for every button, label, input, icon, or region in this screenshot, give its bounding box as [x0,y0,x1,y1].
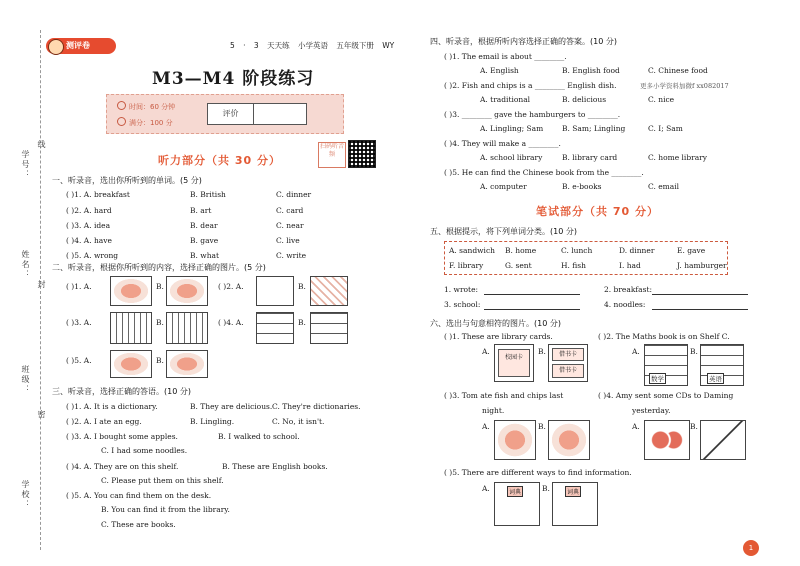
s6-b-label: B. [538,347,546,356]
s4-q4-c: C. home library [648,153,707,162]
card-text: 校园卡 [498,349,530,377]
s4-q3: ( )3. ________ gave the hamburgers to ________. [444,110,621,119]
category-1-input[interactable] [484,285,580,295]
s2-q3: ( )3. A. [66,318,92,327]
s1-option-b: B. gave [190,236,219,245]
s1-option-b: B. dear [190,221,218,230]
picture-option[interactable] [166,350,208,378]
s3-q4-b: B. These are English books. [222,462,328,471]
s3-q4: ( )4. A. They are on this shelf. [66,462,179,471]
category-1-label: 1. wrote: [444,285,479,294]
s6-b-label: B. [690,422,698,431]
word-item: F. library [449,261,484,270]
time-text: 时间：60 分钟 [129,103,176,111]
section-4-title: 四、听录音，根据所听内容选择正确的答案。(10 分) [430,37,617,46]
audio-stamp [318,142,346,168]
school-label: 学校： [21,480,30,510]
s1-option-a: ( )5. A. wrong [66,251,119,260]
s1-option-a: ( )2. A. hard [66,206,112,215]
writing-part-title: 笔试部分（共 70 分） [536,205,659,218]
s1-option-b: B. British [190,190,226,199]
category-2-label: 2. breakfast: [604,285,653,294]
page-title: M3—M4 阶段练习 [152,69,315,89]
s3-q2: ( )2. A. I ate an egg. [66,417,142,426]
s3-q1-b: B. They are delicious. [190,402,273,411]
s6-q4-cont: yesterday. [632,406,671,415]
s1-option-a: ( )3. A. idea [66,221,111,230]
mascot-icon [48,39,64,55]
s2-q2: ( )2. A. [218,282,244,291]
section-3-title: 三、听录音，选择正确的答语。(10 分) [52,387,191,396]
s6-b-label: B. [690,347,698,356]
s4-q5: ( )5. He can find the Chinese book from the ________. [444,168,644,177]
s1-option-c: C. dinner [276,190,312,199]
s3-q3-b: B. I walked to school. [218,432,300,441]
picture-option[interactable] [256,276,294,306]
s4-q2-a: A. traditional [480,95,531,104]
grade-label: 评价 [208,104,254,124]
s6-a-label: A. [482,484,490,493]
stamp-text: 扫码听音频 [319,143,344,158]
s3-q2-b: B. Lingling. [190,417,235,426]
s4-q3-a: A. Lingling; Sam [480,124,544,133]
brand-label: 测评卷 [66,41,90,50]
student-no-label: 学号： [21,150,30,180]
s1-option-c: C. card [276,206,304,215]
clock-icon [117,101,126,110]
s2-b-label: B. [298,282,306,291]
s4-q4-b: B. library card [562,153,618,162]
seal-text: 线 [37,140,46,150]
s2-b-label: B. [156,282,164,291]
picture-option[interactable] [494,344,534,382]
picture-option[interactable] [110,276,152,306]
brand-badge [46,38,116,54]
word-item: G. sent [505,261,532,270]
s2-q1: ( )1. A. [66,282,92,291]
s2-b-label: B. [298,318,306,327]
s4-q2: ( )2. Fish and chips is a ________ English dish. [444,81,617,90]
s6-q5: ( )5. There are different ways to find information. [444,468,632,477]
name-label: 姓名： [21,250,30,280]
grade-box[interactable] [207,103,307,125]
sign-label: 词典 [507,486,523,497]
card-text: 借书卡 [552,364,584,378]
s3-q3-c: C. I had some noodles. [101,446,188,455]
class-label: 班级： [21,365,30,395]
s6-a-label: A. [632,422,640,431]
s6-q1: ( )1. These are library cards. [444,332,553,341]
s4-q1-a: A. English [480,66,519,75]
s1-option-a: ( )4. A. have [66,236,112,245]
s4-q3-b: B. Sam; Lingling [562,124,626,133]
s4-q1-c: C. Chinese food [648,66,708,75]
s3-q5: ( )5. A. You can find them on the desk. [66,491,212,500]
s4-q5-a: A. computer [480,182,527,191]
s3-q5-c: C. These are books. [101,520,176,529]
picture-option[interactable] [548,420,590,460]
s6-q3: ( )3. Tom ate fish and chips last [444,391,564,400]
section-1-title: 一、听录音，选出你所听到的单词。(5 分) [52,176,202,185]
s3-q1: ( )1. A. It is a dictionary. [66,402,158,411]
s4-q3-c: C. I; Sam [648,124,683,133]
word-item: D. dinner [619,246,655,255]
s3-q3: ( )3. A. I bought some apples. [66,432,178,441]
word-item: J. hamburger [677,261,727,270]
section-5-title: 五、根据提示，将下列单词分类。(10 分) [430,227,577,236]
category-3-label: 3. school: [444,300,481,309]
page-number: 1 [743,540,759,556]
s2-b-label: B. [156,356,164,365]
s3-q5-b: B. You can find it from the library. [101,505,230,514]
time-row [117,101,175,112]
s1-option-c: C. near [276,221,304,230]
word-item: A. sandwich [449,246,495,255]
seal-text: 封 [37,280,46,290]
s4-q1: ( )1. The email is about ________. [444,52,567,61]
category-4-input[interactable] [652,300,748,310]
s3-q2-c: C. No, it isn't. [272,417,325,426]
s4-q5-c: C. email [648,182,680,191]
picture-option[interactable] [110,350,152,378]
picture-option[interactable] [548,344,588,382]
s4-q4-a: A. school library [480,153,543,162]
shelf-label: 数学 [651,375,664,383]
s3-q1-c: C. They're dictionaries. [272,402,361,411]
s1-option-a: ( )1. A. breakfast [66,190,130,199]
s2-q4: ( )4. A. [218,318,244,327]
word-item: E. gave [677,246,706,255]
s1-option-c: C. live [276,236,300,245]
s1-option-c: C. write [276,251,307,260]
s1-option-b: B. what [190,251,220,260]
s4-q1-b: B. English food [562,66,620,75]
card-text: 借书卡 [552,348,584,361]
s4-q4: ( )4. They will make a ________. [444,139,561,148]
section-6-title: 六、选出与句意相符的图片。(10 分) [430,319,561,328]
word-item: H. fish [561,261,586,270]
category-4-label: 4. noodles: [604,300,646,309]
s6-q2: ( )2. The Maths book is on Shelf C. [598,332,730,341]
s6-q4: ( )4. Amy sent some CDs to Daming [598,391,734,400]
picture-option[interactable] [700,344,744,386]
category-3-input[interactable] [484,300,580,310]
word-item: B. home [505,246,537,255]
binding-line [40,30,41,550]
exam-info-box [106,94,344,134]
s6-b-label: B. [538,422,546,431]
s4-q5-b: B. e-books [562,182,602,191]
s2-b-label: B. [156,318,164,327]
series-info: 5 · 3 天天练 小学英语 五年级下册 WY [230,41,395,50]
s6-b-label: B. [542,484,550,493]
picture-option[interactable] [552,482,598,526]
category-2-input[interactable] [652,285,748,295]
picture-option[interactable] [166,312,208,344]
picture-option[interactable] [494,420,536,460]
listening-part-title: 听力部分（共 30 分） [158,154,281,167]
picture-option[interactable] [700,420,746,460]
picture-option[interactable] [494,482,540,526]
s4-q2-b: B. delicious [562,95,607,104]
sign-label: 词典 [565,486,581,497]
picture-option[interactable] [110,312,152,344]
picture-option[interactable] [310,276,348,306]
s3-q4-c: C. Please put them on this shelf. [101,476,224,485]
s4-q2-c: C. nice [648,95,675,104]
picture-option[interactable] [166,276,208,306]
word-bank [444,241,728,275]
seal-text: 密 [37,410,46,420]
picture-option[interactable] [644,420,690,460]
picture-option[interactable] [644,344,688,386]
word-item: C. lunch [561,246,593,255]
s6-a-label: A. [482,347,490,356]
s6-q3-cont: night. [482,406,505,415]
score-row [117,117,173,128]
section-2-title: 二、听录音，根据你所听到的内容，选择正确的图片。(5 分) [52,263,266,272]
word-item: I. had [619,261,641,270]
picture-option[interactable] [256,312,294,344]
s6-a-label: A. [632,347,640,356]
score-text: 满分：100 分 [129,119,173,127]
shelf-label: 英语 [709,375,722,383]
qr-code-icon[interactable] [348,140,376,168]
s6-a-label: A. [482,422,490,431]
watermark-note: 更多小学资料加微f xx082017 [640,82,729,90]
s1-option-b: B. art [190,206,212,215]
s2-q5: ( )5. A. [66,356,92,365]
picture-option[interactable] [310,312,348,344]
score-icon [117,117,126,126]
